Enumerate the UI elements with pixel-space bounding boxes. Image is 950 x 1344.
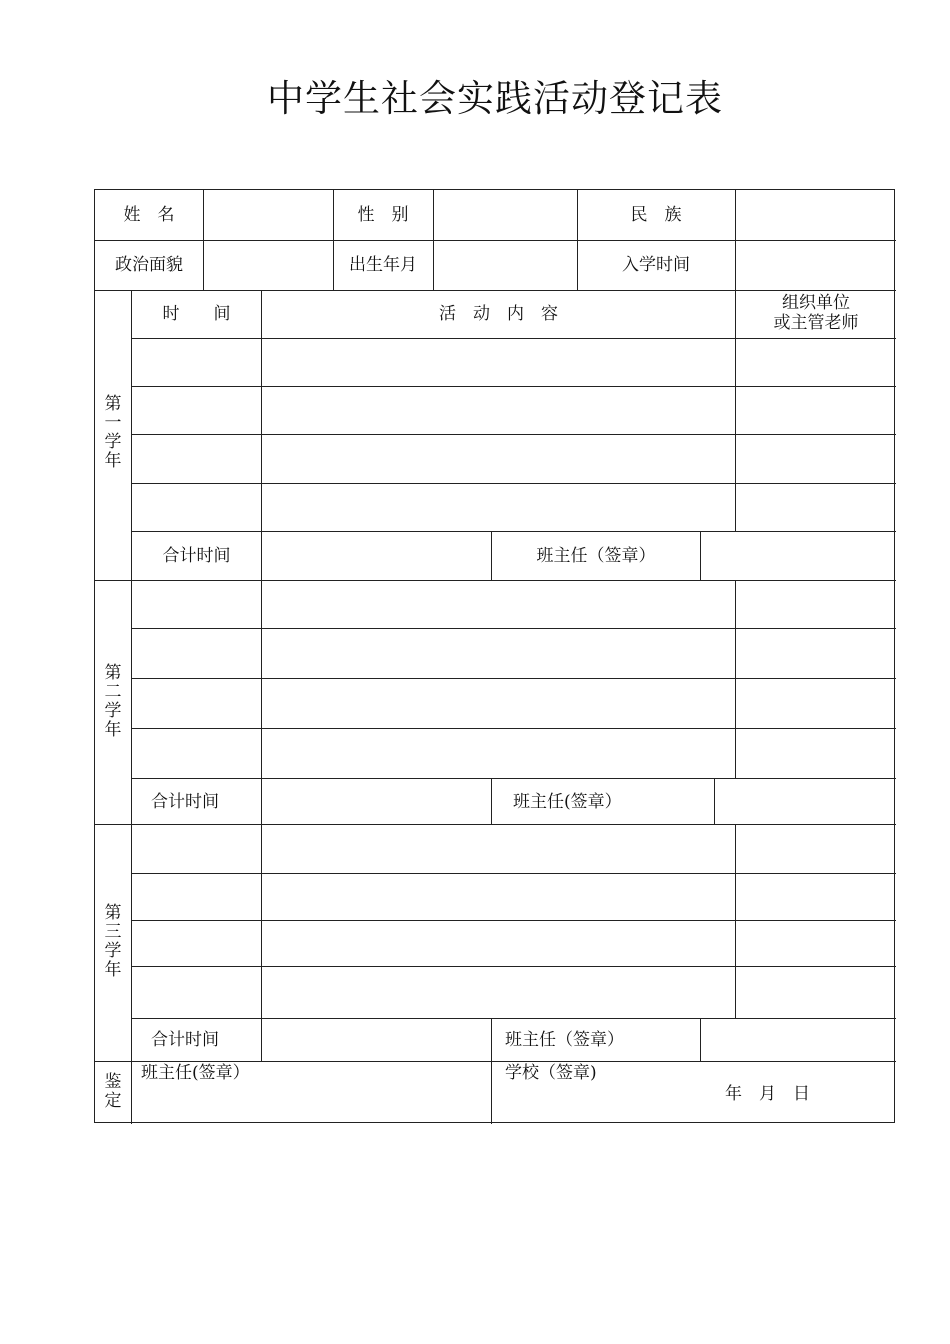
year-3-label: 第 三 学 年: [104, 903, 122, 980]
year-3-total-label: 合计时间: [151, 1030, 219, 1050]
col-divider: [131, 290, 132, 1124]
birth-month-label: 出生年月: [349, 255, 417, 275]
enrollment-time-field[interactable]: [736, 242, 894, 288]
year-1-total-label: 合计时间: [162, 546, 231, 566]
year-2-label: 第 二 学 年: [104, 663, 122, 740]
year-3-teacher-label: 班主任（签章）: [505, 1030, 624, 1050]
year-2-total-label: 合计时间: [151, 792, 219, 812]
year-divider: [95, 824, 896, 825]
row-divider: [132, 434, 896, 435]
name-label: 姓 名: [123, 205, 175, 225]
year-2-teacher-label: 班主任(签章）: [513, 792, 622, 812]
appraisal-teacher-label: 班主任(签章）: [141, 1063, 250, 1083]
row-divider: [132, 728, 896, 729]
col-divider: [735, 580, 736, 778]
row-divider: [132, 678, 896, 679]
row-divider: [132, 920, 896, 921]
col-divider: [491, 1018, 492, 1061]
row-divider: [132, 1018, 896, 1019]
registration-form-table: [94, 189, 895, 1123]
appraisal-date: 年 月 日: [725, 1084, 810, 1104]
row-divider: [132, 483, 896, 484]
gender-field[interactable]: [434, 192, 577, 238]
row-divider: [132, 531, 896, 532]
ethnicity-field[interactable]: [736, 192, 894, 238]
col-divider: [735, 824, 736, 1018]
time-header: 时 间: [162, 304, 231, 324]
col-divider: [714, 778, 715, 824]
year-1-label: 第 一 学 年: [104, 394, 122, 471]
year-divider: [95, 1061, 896, 1062]
row-divider: [132, 338, 896, 339]
col-divider: [700, 531, 701, 580]
content-header: 活 动 内 容: [439, 304, 558, 324]
row-divider: [132, 778, 896, 779]
row-divider: [132, 628, 896, 629]
appraisal-school-label: 学校（签章): [505, 1063, 597, 1083]
enrollment-time-label: 入学时间: [622, 255, 690, 275]
col-divider: [491, 1061, 492, 1124]
name-field[interactable]: [204, 192, 333, 238]
row-divider: [95, 240, 896, 241]
row-divider: [132, 386, 896, 387]
year-divider: [95, 580, 896, 581]
gender-label: 性 别: [357, 205, 409, 225]
political-status-label: 政治面貌: [115, 255, 183, 275]
form-title: 中学生社会实践活动登记表: [267, 77, 723, 120]
ethnicity-label: 民 族: [630, 205, 682, 225]
col-divider: [261, 290, 262, 1061]
year-1-teacher-label: 班主任（签章）: [536, 546, 656, 566]
political-status-field[interactable]: [204, 242, 333, 288]
birth-month-field[interactable]: [434, 242, 577, 288]
row-divider: [132, 966, 896, 967]
appraisal-label: 鉴 定: [104, 1072, 122, 1111]
org-header-line2: 或主管老师: [773, 313, 859, 333]
row-divider: [95, 290, 896, 291]
col-divider: [700, 1018, 701, 1061]
org-header-line1: 组织单位: [782, 293, 850, 313]
row-divider: [132, 873, 896, 874]
col-divider: [491, 778, 492, 824]
